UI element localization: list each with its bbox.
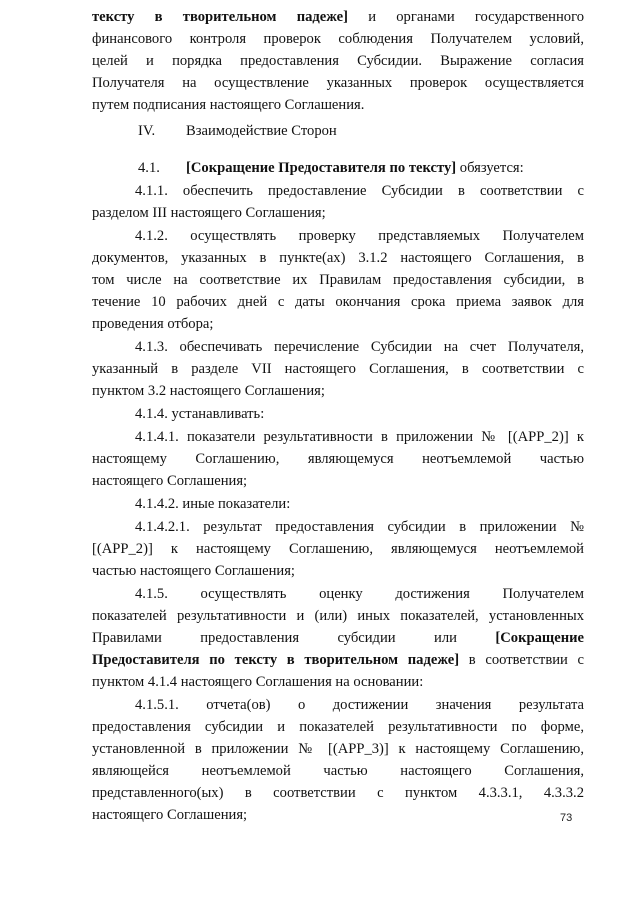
clause-4-1-4-2: 4.1.4.2. иные показатели: [135, 496, 291, 512]
text-line: Получателя на осуществление указанных проверок осуществляется [92, 75, 584, 91]
clause-4-1-5: 4.1.5. осуществлять оценку достижения Получателем [135, 586, 584, 602]
section-heading [0, 120, 640, 142]
section-number: IV. [138, 123, 156, 139]
clause-4-1-3: 4.1.3. обеспечивать перечисление Субсидии на счет Получателя, [135, 339, 584, 355]
text-line: разделом III настоящего Соглашения; [92, 205, 326, 221]
clause-4-1-1: 4.1.1. обеспечить предоставление Субсидии в соответствии с [135, 183, 584, 199]
clause-4-1-4-1: 4.1.4.1. показатели результативности в приложении № [(APP_2)] к [135, 429, 584, 445]
text-line: пунктом 3.2 настоящего Соглашения; [92, 383, 325, 399]
text-line: Правилами предоставления субсидии или [Сокращение [92, 630, 584, 646]
text-line: финансового контроля проверок соблюдения Получателем условий, [92, 31, 584, 47]
text-line: настоящего Соглашения; [92, 807, 248, 823]
text-line: настоящего Соглашения; [92, 473, 248, 489]
text-line: проведения отбора; [92, 316, 214, 332]
clause-4-1-4-2-1: 4.1.4.2.1. результат предоставления субсидии в приложении № [135, 519, 584, 535]
text-line: путем подписания настоящего Соглашения. [92, 97, 365, 113]
text-line: тексту в творительном падеже] и органами государственного [92, 9, 584, 25]
text-line: частью настоящего Соглашения; [92, 563, 295, 579]
clause-4-1-5-1: 4.1.5.1. отчета(ов) о достижении значения результата [135, 697, 584, 713]
text-line: течение 10 рабочих дней с даты окончания срока приема заявок для [92, 294, 584, 310]
text-line: показателей результативности и (или) иных показателей, установленных [92, 608, 584, 624]
text-line: настоящему Соглашению, являющемуся неотъемлемой частью [92, 451, 584, 467]
text-line: установленной в приложении № [(APP_3)] к настоящему Соглашению, [92, 741, 584, 757]
text-line: указанный в разделе VII настоящего Соглашения, в соответствии с [92, 361, 584, 377]
text-line: предоставления субсидии и показателей результативности по форме, [92, 719, 584, 735]
text-line: Предоставителя по тексту в творительном падеже] в соответствии с [92, 652, 584, 668]
text-line: являющейся неотъемлемой частью настоящего Соглашения, [92, 763, 584, 779]
text-line: представленного(ых) в соответствии с пунктом 4.3.3.1, 4.3.3.2 [92, 785, 584, 801]
text-line: пунктом 4.1.4 настоящего Соглашения на основании: [92, 674, 424, 690]
page-number: 73 [560, 812, 573, 824]
text-line: целей и порядка предоставления Субсидии. Выражение согласия [92, 53, 584, 69]
text-line: документов, указанных в пункте(ах) 3.1.2 настоящего Соглашения, в [92, 250, 584, 266]
clause-4-1: 4.1. [Сокращение Предоставителя по тексту] обязуется: [138, 160, 524, 176]
section-title: Взаимодействие Сторон [186, 123, 337, 139]
clause-4-1-2: 4.1.2. осуществлять проверку представляемых Получателем [135, 228, 584, 244]
text-line: [(APP_2)] к настоящему Соглашению, являющемуся неотъемлемой [92, 541, 584, 557]
clause-4-1-4: 4.1.4. устанавливать: [135, 406, 265, 422]
text-line: том числе на соответствие их Правилам предоставления субсидии, в [92, 272, 584, 288]
